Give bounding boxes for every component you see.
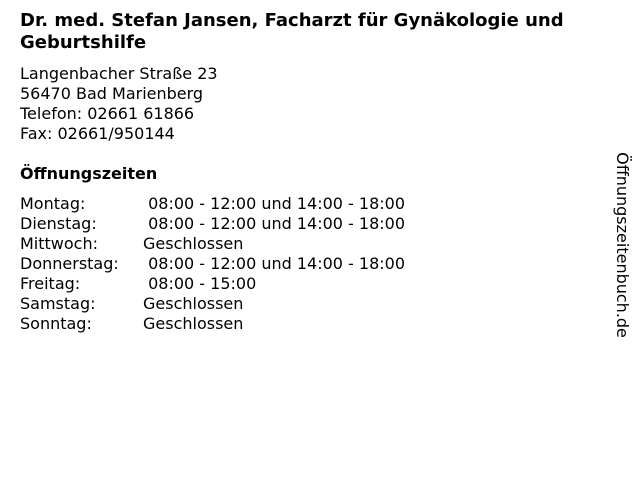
hours-value: Geschlossen (143, 294, 244, 313)
hours-value: 08:00 - 12:00 und 14:00 - 18:00 (143, 194, 406, 213)
street-address: Langenbacher Straße 23 (20, 64, 218, 83)
day-label: Donnerstag: (20, 254, 119, 273)
day-label: Sonntag: (20, 314, 92, 333)
fax-number: Fax: 02661/950144 (20, 124, 175, 143)
day-label: Freitag: (20, 274, 81, 293)
source-watermark: Öffnungszeitenbuch.de (613, 152, 632, 338)
opening-hours-heading: Öffnungszeiten (20, 164, 158, 183)
city-postal-code: 56470 Bad Marienberg (20, 84, 204, 103)
hours-value: 08:00 - 12:00 und 14:00 - 18:00 (143, 254, 406, 273)
page-title: Dr. med. Stefan Jansen, Facharzt für Gynäkologie und Geburtshilfe (20, 10, 564, 53)
hours-value: 08:00 - 12:00 und 14:00 - 18:00 (143, 214, 406, 233)
hours-value: Geschlossen (143, 314, 244, 333)
day-label: Mittwoch: (20, 234, 98, 253)
address-block (20, 64, 218, 144)
hours-value: Geschlossen (143, 234, 244, 253)
day-label: Dienstag: (20, 214, 97, 233)
hours-value: 08:00 - 15:00 (143, 274, 257, 293)
day-label: Montag: (20, 194, 86, 213)
day-label: Samstag: (20, 294, 96, 313)
phone-number: Telefon: 02661 61866 (20, 104, 195, 123)
